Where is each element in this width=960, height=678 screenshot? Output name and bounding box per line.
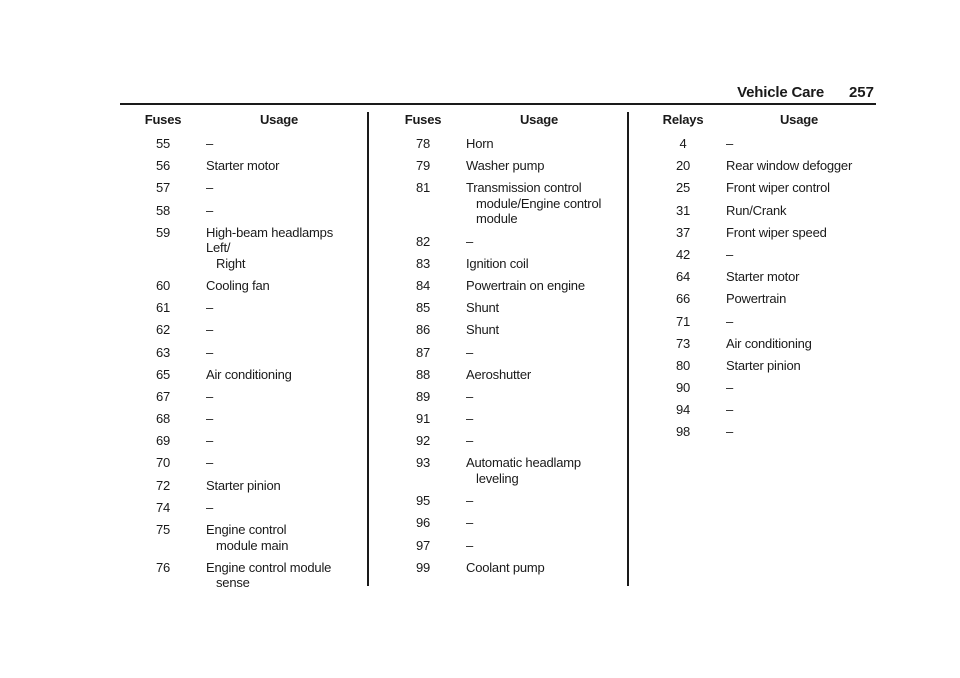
- row-number: 87: [415, 344, 431, 360]
- table-row: [644, 180, 884, 196]
- table-row: [124, 411, 364, 427]
- usage-line: Washer pump: [466, 158, 545, 174]
- row-usage: [462, 300, 616, 316]
- row-usage: [202, 158, 356, 174]
- row-number: 57: [155, 180, 171, 196]
- usage-line: –: [206, 433, 214, 449]
- row-usage: [202, 478, 356, 494]
- table-row: [124, 389, 364, 405]
- usage-line: Front wiper control: [726, 180, 830, 196]
- table-row: [384, 455, 624, 486]
- table-row: [124, 278, 364, 294]
- usage-line: Air conditioning: [206, 366, 292, 382]
- usage-line: module main: [216, 537, 289, 553]
- usage-line: Rear window defogger: [726, 158, 853, 174]
- table-row: [124, 203, 364, 219]
- usage-line: –: [466, 515, 474, 531]
- table-row: [644, 269, 884, 285]
- row-number: 61: [155, 300, 171, 316]
- row-usage: [722, 269, 876, 285]
- column-header: [124, 112, 364, 136]
- row-number: 42: [675, 246, 691, 262]
- fuses-heading: Fuses: [144, 112, 182, 127]
- row-number: 37: [675, 224, 691, 240]
- row-usage: [462, 433, 616, 449]
- row-number: 96: [415, 515, 431, 531]
- usage-line: –: [466, 411, 474, 427]
- usage-line: –: [726, 313, 734, 329]
- row-number: 92: [415, 433, 431, 449]
- row-usage: [202, 500, 356, 516]
- table-row: [124, 522, 364, 553]
- usage-line: Powertrain: [726, 291, 787, 307]
- usage-line: Air conditioning: [726, 335, 812, 351]
- table-row: [384, 433, 624, 449]
- usage-line: –: [206, 136, 214, 151]
- usage-line: –: [206, 499, 214, 515]
- row-number: 67: [155, 388, 171, 404]
- table-row: [384, 136, 624, 152]
- row-usage: [462, 278, 616, 294]
- row-number: 76: [155, 559, 171, 575]
- row-usage: [722, 203, 876, 219]
- fuse-table-column-2: [384, 112, 624, 582]
- row-number: 55: [155, 136, 171, 151]
- table-row: [644, 402, 884, 418]
- table-row: [384, 234, 624, 250]
- table-row: [644, 291, 884, 307]
- table-row: [124, 367, 364, 383]
- relays-heading: Relays: [662, 112, 704, 127]
- row-usage: [722, 424, 876, 440]
- table-row: [644, 136, 884, 152]
- row-usage: [462, 560, 616, 576]
- usage-line: –: [206, 388, 214, 404]
- row-number: 99: [415, 559, 431, 575]
- usage-line: –: [206, 300, 214, 316]
- row-number: 95: [415, 493, 431, 509]
- row-usage: [722, 180, 876, 196]
- row-number: 90: [675, 380, 691, 396]
- row-usage: [202, 180, 356, 196]
- usage-line: –: [466, 233, 474, 249]
- usage-line: module: [476, 211, 518, 227]
- row-usage: [462, 136, 616, 152]
- row-number: 62: [155, 322, 171, 338]
- usage-heading: Usage: [259, 112, 299, 127]
- row-number: 84: [415, 277, 431, 293]
- row-number: 65: [155, 366, 171, 382]
- fuse-table-column-1: [124, 112, 364, 597]
- row-number: 60: [155, 277, 171, 293]
- row-usage: [462, 367, 616, 383]
- row-number: 85: [415, 300, 431, 316]
- row-usage: [202, 411, 356, 427]
- row-number: 94: [675, 402, 691, 418]
- table-row: [124, 478, 364, 494]
- row-usage: [462, 256, 616, 272]
- row-number: 79: [415, 158, 431, 174]
- row-number: 91: [415, 411, 431, 427]
- table-row: [124, 158, 364, 174]
- row-number: 25: [675, 180, 691, 196]
- usage-heading: Usage: [779, 112, 819, 127]
- table-row: [644, 314, 884, 330]
- row-number: 68: [155, 411, 171, 427]
- row-usage: [202, 389, 356, 405]
- row-usage: [202, 455, 356, 471]
- column-divider: [627, 112, 629, 586]
- table-rows: [384, 136, 624, 575]
- table-rows: [124, 136, 364, 591]
- usage-line: Front wiper speed: [726, 224, 827, 240]
- row-number: 78: [415, 136, 431, 151]
- usage-line: Transmission control: [466, 180, 582, 196]
- table-row: [124, 433, 364, 449]
- usage-line: Shunt: [466, 300, 499, 316]
- row-number: 89: [415, 388, 431, 404]
- row-usage: [722, 136, 876, 152]
- usage-line: –: [466, 344, 474, 360]
- row-number: 56: [155, 158, 171, 174]
- column-header: [644, 112, 884, 136]
- row-usage: [462, 411, 616, 427]
- table-row: [384, 560, 624, 576]
- table-row: [644, 424, 884, 440]
- table-row: [384, 411, 624, 427]
- usage-line: –: [726, 424, 734, 440]
- row-usage: [202, 322, 356, 338]
- row-number: 59: [155, 224, 171, 240]
- table-row: [644, 247, 884, 263]
- row-usage: [462, 515, 616, 531]
- row-usage: [202, 433, 356, 449]
- row-usage: [462, 538, 616, 554]
- row-usage: [462, 322, 616, 338]
- usage-line: –: [206, 202, 214, 218]
- usage-line: –: [206, 455, 214, 471]
- usage-heading: Usage: [519, 112, 559, 127]
- table-row: [124, 300, 364, 316]
- usage-line: Engine control module: [206, 559, 332, 575]
- usage-line: module/Engine control: [476, 195, 602, 211]
- row-usage: [722, 358, 876, 374]
- usage-line: Aeroshutter: [466, 366, 532, 382]
- row-usage: [722, 314, 876, 330]
- row-usage: [202, 136, 356, 152]
- row-usage: [462, 180, 616, 227]
- table-rows: [644, 136, 884, 440]
- usage-line: Starter pinion: [206, 477, 281, 493]
- table-row: [644, 225, 884, 241]
- row-number: 74: [155, 499, 171, 515]
- usage-line: –: [726, 136, 734, 151]
- table-row: [384, 180, 624, 227]
- table-row: [384, 158, 624, 174]
- row-number: 73: [675, 335, 691, 351]
- fuses-heading: Fuses: [404, 112, 442, 127]
- table-row: [384, 345, 624, 361]
- row-number: 86: [415, 322, 431, 338]
- usage-line: Shunt: [466, 322, 499, 338]
- row-usage: [722, 380, 876, 396]
- row-usage: [202, 225, 356, 272]
- row-usage: [202, 560, 356, 591]
- page-number: 257: [848, 84, 874, 101]
- row-number: 71: [675, 313, 691, 329]
- usage-line: –: [206, 322, 214, 338]
- usage-line: –: [466, 433, 474, 449]
- usage-line: High-beam headlamps Left/: [206, 224, 333, 256]
- table-row: [124, 560, 364, 591]
- usage-line: Starter pinion: [726, 357, 801, 373]
- usage-line: –: [726, 380, 734, 396]
- usage-line: –: [206, 180, 214, 196]
- column-header: [384, 112, 624, 136]
- row-number: 81: [415, 180, 431, 196]
- table-row: [124, 136, 364, 152]
- section-title: Vehicle Care: [737, 84, 824, 101]
- usage-line: –: [726, 402, 734, 418]
- row-usage: [462, 389, 616, 405]
- row-usage: [462, 158, 616, 174]
- row-number: 98: [675, 424, 691, 440]
- usage-line: Starter motor: [206, 158, 280, 174]
- table-row: [644, 380, 884, 396]
- usage-line: Coolant pump: [466, 559, 545, 575]
- row-number: 83: [415, 255, 431, 271]
- table-row: [124, 455, 364, 471]
- row-number: 75: [155, 522, 171, 537]
- table-row: [124, 322, 364, 338]
- row-number: 88: [415, 366, 431, 382]
- row-usage: [722, 402, 876, 418]
- usage-line: leveling: [476, 470, 519, 486]
- table-row: [384, 322, 624, 338]
- usage-line: sense: [216, 575, 250, 591]
- table-row: [384, 493, 624, 509]
- row-usage: [202, 367, 356, 383]
- table-row: [384, 278, 624, 294]
- row-usage: [722, 291, 876, 307]
- row-number: 82: [415, 233, 431, 249]
- usage-line: Horn: [466, 136, 494, 151]
- usage-line: Cooling fan: [206, 277, 270, 293]
- row-usage: [202, 278, 356, 294]
- usage-line: –: [466, 537, 474, 553]
- row-number: 72: [155, 477, 171, 493]
- row-number: 64: [675, 269, 691, 285]
- row-number: 4: [679, 136, 687, 151]
- row-number: 58: [155, 202, 171, 218]
- header-rule: [120, 103, 876, 105]
- usage-line: –: [206, 411, 214, 427]
- table-row: [124, 225, 364, 272]
- table-row: [384, 515, 624, 531]
- table-row: [644, 336, 884, 352]
- row-usage: [722, 158, 876, 174]
- usage-line: Automatic headlamp: [466, 455, 581, 471]
- row-usage: [722, 336, 876, 352]
- relay-table-column: [644, 112, 884, 447]
- usage-line: –: [466, 388, 474, 404]
- row-usage: [722, 225, 876, 241]
- table-row: [644, 158, 884, 174]
- usage-line: Engine control: [206, 522, 287, 537]
- row-number: 80: [675, 357, 691, 373]
- table-row: [384, 256, 624, 272]
- usage-line: Powertrain on engine: [466, 277, 585, 293]
- row-usage: [202, 203, 356, 219]
- row-usage: [462, 345, 616, 361]
- table-row: [384, 300, 624, 316]
- table-row: [124, 345, 364, 361]
- table-row: [644, 358, 884, 374]
- row-number: 70: [155, 455, 171, 471]
- usage-line: Ignition coil: [466, 255, 529, 271]
- row-number: 20: [675, 158, 691, 174]
- usage-line: –: [726, 246, 734, 262]
- row-usage: [462, 493, 616, 509]
- row-usage: [722, 247, 876, 263]
- page-header: [120, 84, 876, 104]
- column-divider: [367, 112, 369, 586]
- table-row: [124, 180, 364, 196]
- row-usage: [462, 455, 616, 486]
- table-row: [124, 500, 364, 516]
- row-usage: [202, 522, 356, 553]
- usage-line: Right: [216, 255, 246, 271]
- row-usage: [462, 234, 616, 250]
- table-row: [644, 203, 884, 219]
- table-row: [384, 367, 624, 383]
- usage-line: Run/Crank: [726, 202, 787, 218]
- row-usage: [202, 300, 356, 316]
- row-usage: [202, 345, 356, 361]
- usage-line: –: [466, 493, 474, 509]
- row-number: 66: [675, 291, 691, 307]
- row-number: 93: [415, 455, 431, 471]
- row-number: 63: [155, 344, 171, 360]
- usage-line: Starter motor: [726, 269, 800, 285]
- usage-line: –: [206, 344, 214, 360]
- table-row: [384, 538, 624, 554]
- table-row: [384, 389, 624, 405]
- row-number: 97: [415, 537, 431, 553]
- row-number: 69: [155, 433, 171, 449]
- row-number: 31: [675, 202, 691, 218]
